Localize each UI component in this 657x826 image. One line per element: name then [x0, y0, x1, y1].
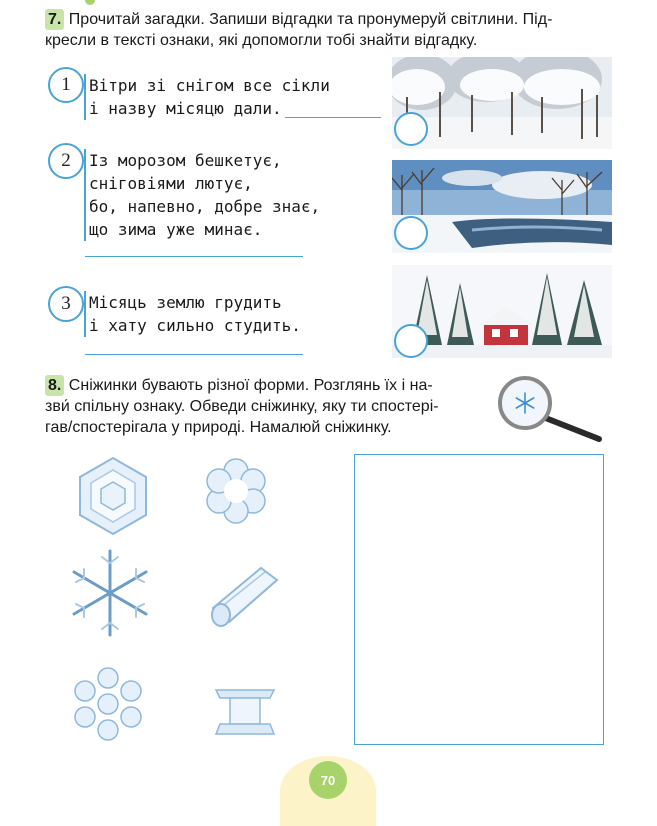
stellar-plate-snowflake-icon[interactable] — [70, 664, 146, 744]
riddle-3-number: 3 — [48, 286, 84, 322]
hexagon-plate-snowflake-icon[interactable] — [68, 456, 158, 536]
riddle-1-number: 1 — [48, 67, 84, 103]
photo-2-number-circle[interactable] — [394, 216, 428, 250]
task7-instruction-line1: Прочитай загадки. Запиши відгадки та пронумеруй світлини. Під- — [68, 11, 553, 28]
riddle-3-text: Місяць землю грудить і хату сильно студить. — [84, 291, 301, 337]
riddle-2-text: Із морозом бешкетує, сніговіями лютує, бо, напевно, добре знає, що зима уже минає. — [84, 149, 320, 241]
riddle-3-answer-line[interactable] — [85, 354, 303, 355]
task7-instruction — [45, 9, 635, 51]
task8-instruction-line1: Сніжинки бувають різної форми. Розглянь їх і на- — [68, 377, 433, 394]
riddle-1-answer-line[interactable] — [285, 117, 381, 118]
hollow-column-snowflake-icon[interactable] — [205, 560, 285, 630]
task8-instruction-line3: гав/спостерігала у природі. Намалюй сніжинку. — [45, 419, 392, 436]
riddle-2-number: 2 — [48, 143, 84, 179]
riddle-2-answer-line[interactable] — [85, 256, 303, 257]
leaf-decoration-icon — [85, 0, 95, 5]
capped-column-snowflake-icon[interactable] — [212, 682, 278, 740]
magnifier-icon — [495, 375, 607, 445]
task8-instruction-line2: зви́ спільну ознаку. Обведи сніжинку, яку ти спостері- — [45, 398, 439, 415]
photo-3-number-circle[interactable] — [394, 324, 428, 358]
dendrite-snowflake-icon[interactable] — [65, 548, 155, 638]
page-number: 70 — [309, 761, 347, 799]
task8-number: 8. — [45, 375, 64, 396]
flower-plate-snowflake-icon[interactable] — [200, 456, 272, 526]
task7-number: 7. — [45, 9, 64, 30]
task8-instruction — [45, 375, 485, 438]
snowflake-drawing-area[interactable] — [354, 454, 604, 745]
task7-instruction-line2: кресли в тексті ознаки, які допомогли тобі знайти відгадку. — [45, 32, 478, 49]
photo-1-number-circle[interactable] — [394, 112, 428, 146]
riddle-1-text: Вітри зі снігом все сікли і назву місяцю дали. — [84, 74, 330, 120]
